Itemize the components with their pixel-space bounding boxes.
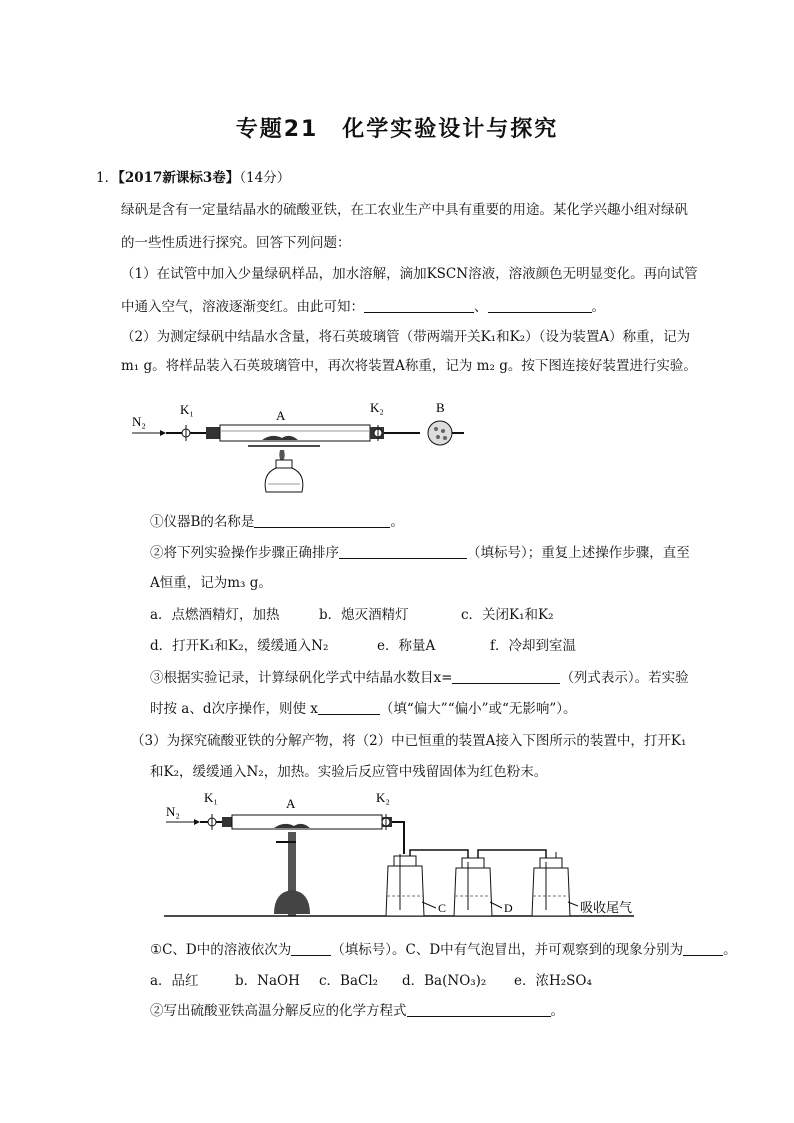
bottle-c — [386, 866, 424, 916]
option-e: e．称量A — [377, 638, 436, 654]
step2-text: ②将下列实验操作步骤正确排序 — [150, 545, 339, 561]
answer-blank-1[interactable] — [364, 299, 474, 313]
answer-blank-6[interactable] — [318, 701, 380, 715]
period: 。 — [723, 942, 737, 958]
tail-gas-label: 吸收尾气 — [580, 900, 633, 915]
alcohol-burner — [265, 468, 303, 492]
reagent-e: e．浓H₂SO₄ — [514, 973, 592, 989]
reagent-a: a．品红 — [150, 973, 199, 989]
part3-q2-line — [150, 999, 564, 1019]
tube-c-d — [410, 850, 468, 862]
step2-text-end: （填标号）；重复上述操作步骤，直至 — [467, 545, 690, 561]
bottle-d — [454, 868, 492, 916]
answer-blank-9[interactable] — [407, 1003, 551, 1017]
step3-line-2 — [150, 697, 577, 717]
intro-line-1: 绿矾是含有一定量结晶水的硫酸亚铁，在工农业生产中具有重要的用途。某化学兴趣小组对绿矾 — [121, 202, 688, 218]
option-f: f．冷却到室温 — [490, 638, 576, 654]
part2-line-2: m₁ g。将样品装入石英玻璃管中，再次将装置A称重，记为 m₂ g。按下图连接好装置进行实验。 — [121, 358, 697, 374]
n2-arrowhead — [160, 430, 166, 436]
option-d: d．打开K₁和K₂，缓缓通入N₂ — [150, 638, 329, 654]
part2-line-1: （2）为测定绿矾中结晶水含量，将石英玻璃管（带两端开关K₁和K₂）（设为装置A）称重，记为 — [121, 329, 691, 345]
d-label: D — [504, 901, 513, 915]
connector-tube — [392, 822, 404, 854]
part3-line-1: （3）为探究硫酸亚铁的分解产物，将（2）中已恒重的装置A接入下图所示的装置中，打开K₁ — [131, 733, 687, 749]
left-stopper — [206, 427, 220, 439]
step3b-text: 时按 a、d次序操作，则使 x — [150, 701, 318, 717]
k2-label: K₂ — [370, 400, 384, 415]
a-label: A — [276, 408, 286, 423]
n2-label: N₂ — [132, 414, 146, 429]
tail-gas-bottle — [532, 868, 570, 916]
step1-text: ①仪器B的名称是 — [150, 514, 255, 530]
reagent-d: d．Ba(NO₃)₂ — [402, 973, 487, 989]
part3-line-2: 和K₂，缓缓通入N₂，加热。实验后反应管中残留固体为红色粉末。 — [150, 764, 548, 780]
apparatus-figure-2 — [164, 786, 644, 922]
reagent-c: c．BaCl₂ — [319, 973, 379, 989]
a-label-2: A — [286, 796, 296, 811]
burner-neck — [276, 460, 292, 468]
answer-blank-3[interactable] — [254, 514, 390, 528]
page-title: 专题21 化学实验设计与探究 — [235, 117, 559, 142]
k1-label: K₁ — [180, 402, 194, 417]
part1-text: 中通入空气，溶液逐渐变红。由此可知： — [121, 299, 364, 315]
b-label: B — [436, 400, 445, 415]
option-a: a．点燃酒精灯，加热 — [150, 607, 280, 623]
t2-text: ②写出硫酸亚铁高温分解反应的化学方程式 — [150, 1003, 407, 1019]
option-b: b．熄灭酒精灯 — [319, 607, 409, 623]
question-number: 1． — [96, 170, 119, 186]
answer-blank-4[interactable] — [339, 545, 467, 559]
step3b-text-end: （填“偏大”“偏小”或“无影响”）。 — [379, 701, 577, 717]
t1-text-mid: （填标号）。C、D中有气泡冒出，并可观察到的现象分别为 — [331, 942, 684, 958]
question-score: （14分） — [239, 170, 291, 186]
separator: 、 — [474, 299, 488, 315]
drying-tube-b — [428, 421, 452, 445]
step3-line — [150, 666, 689, 686]
answer-blank-2[interactable] — [488, 299, 592, 313]
apparatus-figure-1 — [130, 398, 470, 496]
period: 。 — [550, 1003, 564, 1019]
k2-label-2: K₂ — [376, 790, 390, 805]
question-source: 【2017新课标3卷】 — [118, 170, 240, 186]
answer-blank-7[interactable] — [291, 942, 331, 956]
t1-text: ①C、D中的溶液依次为 — [150, 942, 292, 958]
tube-d-tail — [478, 850, 546, 862]
k1-label-2: K₁ — [204, 790, 218, 805]
burner-2 — [274, 890, 310, 914]
step2-line — [150, 541, 690, 561]
answer-blank-8[interactable] — [683, 942, 723, 956]
step3-text-end: （列式表示）。若实验 — [560, 670, 689, 686]
option-c: c．关闭K₁和K₂ — [461, 607, 554, 623]
part3-q1-line — [150, 938, 737, 958]
question-header — [96, 166, 290, 186]
n2-label-2: N₂ — [166, 804, 180, 819]
intro-line-2: 的一些性质进行探究。回答下列问题： — [121, 235, 351, 251]
answer-blank-5[interactable] — [452, 670, 560, 684]
step3-text: ③根据实验记录，计算绿矾化学式中结晶水数目x= — [150, 670, 453, 686]
step2-line-2: A恒重，记为m₃ g。 — [150, 575, 272, 591]
period: 。 — [591, 299, 605, 315]
period: 。 — [390, 514, 404, 530]
part1-line-2 — [121, 295, 605, 315]
part1-line-1: （1）在试管中加入少量绿矾样品，加水溶解，滴加KSCN溶液，溶液颜色无明显变化。再向试管 — [121, 266, 698, 282]
step1-line — [150, 510, 404, 530]
reagent-b: b．NaOH — [235, 973, 300, 989]
c-label: C — [438, 901, 447, 915]
